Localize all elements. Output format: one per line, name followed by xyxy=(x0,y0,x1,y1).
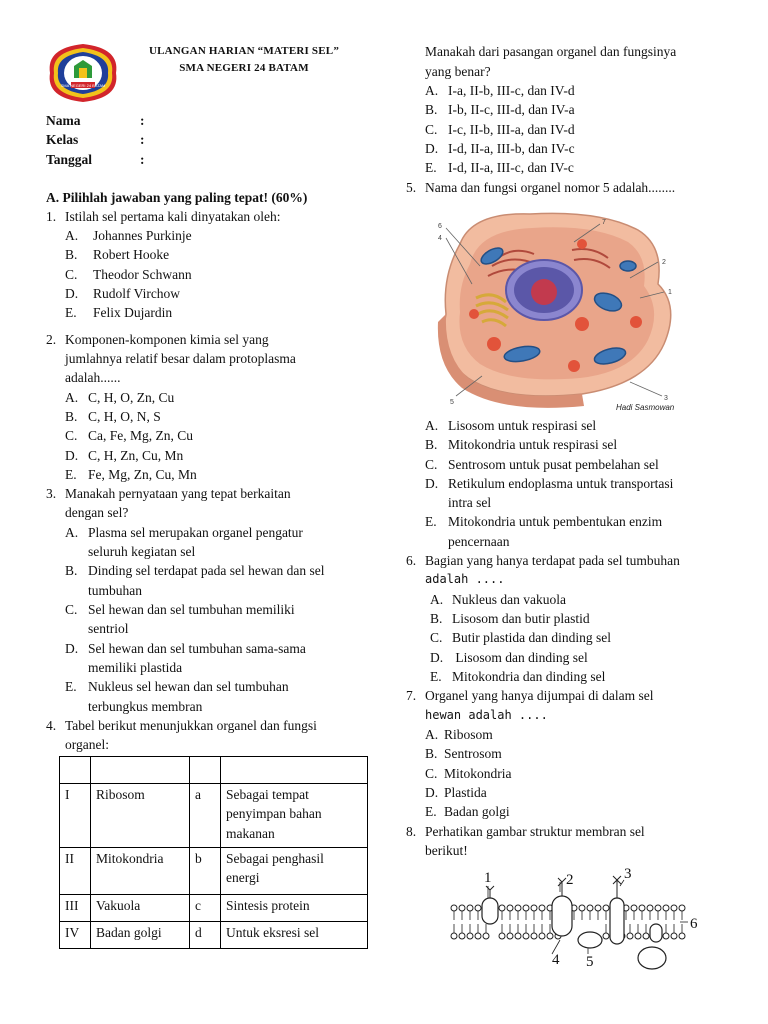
q3-option-a-letter: A. xyxy=(65,525,79,540)
q4-option-a-letter: A. xyxy=(425,83,439,98)
q6-option-d: Lisosom dan dinding sel xyxy=(452,650,588,665)
q5-option-e-line-2: pencernaan xyxy=(448,534,510,549)
q6-option-e-letter: E. xyxy=(430,669,442,684)
table-cell-organel: Ribosom xyxy=(91,784,190,848)
cell-label-3: 3 xyxy=(664,395,668,402)
q5-option-d-line-1: Retikulum endoplasma untuk transportasi xyxy=(448,476,674,491)
q2-option-a: C, H, O, Zn, Cu xyxy=(88,390,175,405)
q6-number: 6. xyxy=(406,553,417,568)
field-nama-colon: : xyxy=(140,113,145,128)
q2-option-b-letter: B. xyxy=(65,409,78,424)
q4-option-c-letter: C. xyxy=(425,122,438,137)
field-kelas-colon: : xyxy=(140,132,145,147)
q3-option-e-line-2: terbungkus membran xyxy=(88,699,203,714)
q5-option-b: Mitokondria untuk respirasi sel xyxy=(448,437,618,452)
q2-option-e: Fe, Mg, Zn, Cu, Mn xyxy=(88,467,197,482)
field-tanggal-label: Tanggal xyxy=(46,152,93,167)
q3-line-2: dengan sel? xyxy=(65,505,129,520)
cell-label-1: 1 xyxy=(668,289,672,296)
table-cell-organel: Badan golgi xyxy=(91,922,190,949)
table-cell-code: b xyxy=(190,848,221,895)
q2-option-c-letter: C. xyxy=(65,428,78,443)
q3-option-c-line-2: sentriol xyxy=(88,621,129,636)
q2-option-d: C, H, Zn, Cu, Mn xyxy=(88,448,184,463)
q7-number: 7. xyxy=(406,688,417,703)
exam-title: ULANGAN HARIAN “MATERI SEL” xyxy=(148,45,340,57)
q6-line-2: adalah .... xyxy=(425,572,505,586)
cell-label-4: 4 xyxy=(438,235,442,242)
q7-option-c-letter: C. xyxy=(425,766,438,781)
q8-line-1: Perhatikan gambar struktur membran sel xyxy=(425,824,645,839)
table-cell-roman: I xyxy=(60,784,91,848)
cell-membrane-figure xyxy=(440,862,710,974)
fungsi-line: Untuk eksresi sel xyxy=(226,925,319,940)
organel-table xyxy=(59,756,368,949)
q1-option-e: Felix Dujardin xyxy=(93,305,173,320)
cell-label-7: 7 xyxy=(602,219,606,226)
fungsi-line: Sebagai penghasil xyxy=(226,851,324,866)
table-cell-code: c xyxy=(190,895,221,922)
q6-option-c: Butir plastida dan dinding sel xyxy=(452,630,611,645)
q4-option-e-letter: E. xyxy=(425,160,437,175)
q2-option-b: C, H, O, N, S xyxy=(88,409,161,424)
q6-option-a: Nukleus dan vakuola xyxy=(452,592,566,607)
q7-option-e: Badan golgi xyxy=(444,804,510,819)
table-row xyxy=(60,895,368,922)
q2-line-1: Komponen-komponen kimia sel yang xyxy=(65,332,269,347)
animal-cell-figure xyxy=(432,206,690,416)
fungsi-line: Sebagai tempat xyxy=(226,787,309,802)
q4-line-2: organel: xyxy=(65,737,109,752)
q5-option-d-line-2: intra sel xyxy=(448,495,492,510)
school-name: SMA NEGERI 24 BATAM xyxy=(179,62,309,74)
q3-option-b-line-1: Dinding sel terdapat pada sel hewan dan sel xyxy=(88,563,325,578)
q5-option-e-line-1: Mitokondria untuk pembentukan enzim xyxy=(448,514,663,529)
cell-label-2: 2 xyxy=(662,259,666,266)
table-header-cell xyxy=(91,757,190,784)
q7-option-d-letter: D. xyxy=(425,785,439,800)
q3-option-b-line-2: tumbuhan xyxy=(88,583,142,598)
q1-number: 1. xyxy=(46,209,57,224)
membrane-label-3: 3 xyxy=(624,866,632,882)
q7-option-d: Plastida xyxy=(444,785,487,800)
membrane-label-4: 4 xyxy=(552,952,560,968)
table-cell-code: d xyxy=(190,922,221,949)
q1-option-b: Robert Hooke xyxy=(93,247,170,262)
table-cell-organel: Vakuola xyxy=(91,895,190,922)
q3-number: 3. xyxy=(46,486,57,501)
field-nama-label: Nama xyxy=(46,113,81,128)
fungsi-line: penyimpan bahan xyxy=(226,806,322,822)
table-cell-fungsi xyxy=(221,895,368,922)
cell-label-6: 6 xyxy=(438,223,442,230)
q7-option-b: Sentrosom xyxy=(444,746,502,761)
q7-option-a-letter: A. xyxy=(425,727,439,742)
q1-option-d-letter: D. xyxy=(65,286,79,301)
q2-option-c: Ca, Fe, Mg, Zn, Cu xyxy=(88,428,194,443)
q4-option-d-letter: D. xyxy=(425,141,439,156)
fungsi-line: makanan xyxy=(226,825,275,841)
logo-text: SMA NEGERI 24 BATAM xyxy=(60,83,106,88)
q3-option-e-line-1: Nukleus sel hewan dan sel tumbuhan xyxy=(88,679,289,694)
q5-option-b-letter: B. xyxy=(425,437,438,452)
q1-option-b-letter: B. xyxy=(65,247,78,262)
section-a-heading: A. Pilihlah jawaban yang paling tepat! (60%) xyxy=(46,190,308,205)
table-cell-fungsi xyxy=(221,848,368,895)
q7-option-b-letter: B. xyxy=(425,746,438,761)
q3-option-d-line-1: Sel hewan dan sel tumbuhan sama-sama xyxy=(88,641,306,656)
membrane-label-5: 5 xyxy=(586,954,594,970)
q7-line-1: Organel yang hanya dijumpai di dalam sel xyxy=(425,688,654,703)
field-kelas-label: Kelas xyxy=(46,132,79,147)
q7-line-2: hewan adalah .... xyxy=(425,708,548,722)
table-header-row xyxy=(60,757,368,784)
table-cell-roman: IV xyxy=(60,922,91,949)
q2-line-2: jumlahnya relatif besar dalam protoplasma xyxy=(65,351,296,366)
q5-option-a-letter: A. xyxy=(425,418,439,433)
q6-option-e: Mitokondria dan dinding sel xyxy=(452,669,606,684)
q4-option-a: I-a, II-b, III-c, dan IV-d xyxy=(448,83,575,98)
q6-option-b-letter: B. xyxy=(430,611,443,626)
school-logo xyxy=(44,40,122,106)
q1-option-c-letter: C. xyxy=(65,267,78,282)
table-row xyxy=(60,784,368,848)
q3-option-c-line-1: Sel hewan dan sel tumbuhan memiliki xyxy=(88,602,295,617)
q6-option-a-letter: A. xyxy=(430,592,444,607)
q3-option-c-letter: C. xyxy=(65,602,78,617)
q3-option-d-line-2: memiliki plastida xyxy=(88,660,183,675)
table-header-cell xyxy=(221,757,368,784)
q4-option-d: I-d, II-a, III-b, dan IV-c xyxy=(448,141,575,156)
q4-line-1: Tabel berikut menunjukkan organel dan fungsi xyxy=(65,718,317,733)
q4-question-line-2: yang benar? xyxy=(425,64,491,79)
q1-option-d: Rudolf Virchow xyxy=(93,286,181,301)
membrane-label-2: 2 xyxy=(566,872,574,888)
q3-line-1: Manakah pernyataan yang tepat berkaitan xyxy=(65,486,291,501)
table-cell-code: a xyxy=(190,784,221,848)
membrane-label-1: 1 xyxy=(484,870,492,886)
q7-option-a: Ribosom xyxy=(444,727,493,742)
q3-option-e-letter: E. xyxy=(65,679,77,694)
q1-option-c: Theodor Schwann xyxy=(93,267,192,282)
q4-option-b: I-b, II-c, III-d, dan IV-a xyxy=(448,102,575,117)
table-header-cell xyxy=(60,757,91,784)
q5-text: Nama dan fungsi organel nomor 5 adalah........ xyxy=(425,180,676,195)
q3-option-a-line-2: seluruh kegiatan sel xyxy=(88,544,196,559)
q8-line-2: berikut! xyxy=(425,843,468,858)
q6-option-c-letter: C. xyxy=(430,630,443,645)
q6-option-d-letter: D. xyxy=(430,650,444,665)
field-tanggal-colon: : xyxy=(140,152,145,167)
q5-option-c-letter: C. xyxy=(425,457,438,472)
q1-option-e-letter: E. xyxy=(65,305,77,320)
q5-option-e-letter: E. xyxy=(425,514,437,529)
q2-number: 2. xyxy=(46,332,57,347)
q1-option-a-letter: A. xyxy=(65,228,79,243)
table-row xyxy=(60,848,368,895)
table-cell-fungsi xyxy=(221,784,368,848)
q2-option-e-letter: E. xyxy=(65,467,77,482)
q5-option-c: Sentrosom untuk pusat pembelahan sel xyxy=(448,457,659,472)
q6-option-b: Lisosom dan butir plastid xyxy=(452,611,590,626)
figure-credit: Hadi Sasmowan xyxy=(616,403,675,412)
fungsi-line: energi xyxy=(226,870,260,886)
q1-text: Istilah sel pertama kali dinyatakan oleh: xyxy=(65,209,281,224)
q2-option-d-letter: D. xyxy=(65,448,79,463)
q4-option-c: I-c, II-b, III-a, dan IV-d xyxy=(448,122,575,137)
q4-option-b-letter: B. xyxy=(425,102,438,117)
q3-option-a-line-1: Plasma sel merupakan organel pengatur xyxy=(88,525,303,540)
table-row xyxy=(60,922,368,949)
cell-label-5: 5 xyxy=(450,399,454,406)
q8-number: 8. xyxy=(406,824,417,839)
q4-number: 4. xyxy=(46,718,57,733)
membrane-label-6: 6 xyxy=(690,916,698,932)
q3-option-d-letter: D. xyxy=(65,641,79,656)
q5-number: 5. xyxy=(406,180,417,195)
q7-option-e-letter: E. xyxy=(425,804,437,819)
q4-question-line-1: Manakah dari pasangan organel dan fungsinya xyxy=(425,44,677,59)
q2-option-a-letter: A. xyxy=(65,390,79,405)
fungsi-line: Sintesis protein xyxy=(226,898,310,913)
table-cell-organel: Mitokondria xyxy=(91,848,190,895)
q2-line-3: adalah...... xyxy=(65,370,121,385)
q1-option-a: Johannes Purkinje xyxy=(93,228,192,243)
table-cell-roman: III xyxy=(60,895,91,922)
table-cell-roman: II xyxy=(60,848,91,895)
q3-option-b-letter: B. xyxy=(65,563,78,578)
q4-option-e: I-d, II-a, III-c, dan IV-c xyxy=(448,160,574,175)
q7-option-c: Mitokondria xyxy=(444,766,512,781)
table-header-cell xyxy=(190,757,221,784)
q5-option-a: Lisosom untuk respirasi sel xyxy=(448,418,597,433)
q5-option-d-letter: D. xyxy=(425,476,439,491)
q6-line-1: Bagian yang hanya terdapat pada sel tumbuhan xyxy=(425,553,680,568)
table-cell-fungsi xyxy=(221,922,368,949)
